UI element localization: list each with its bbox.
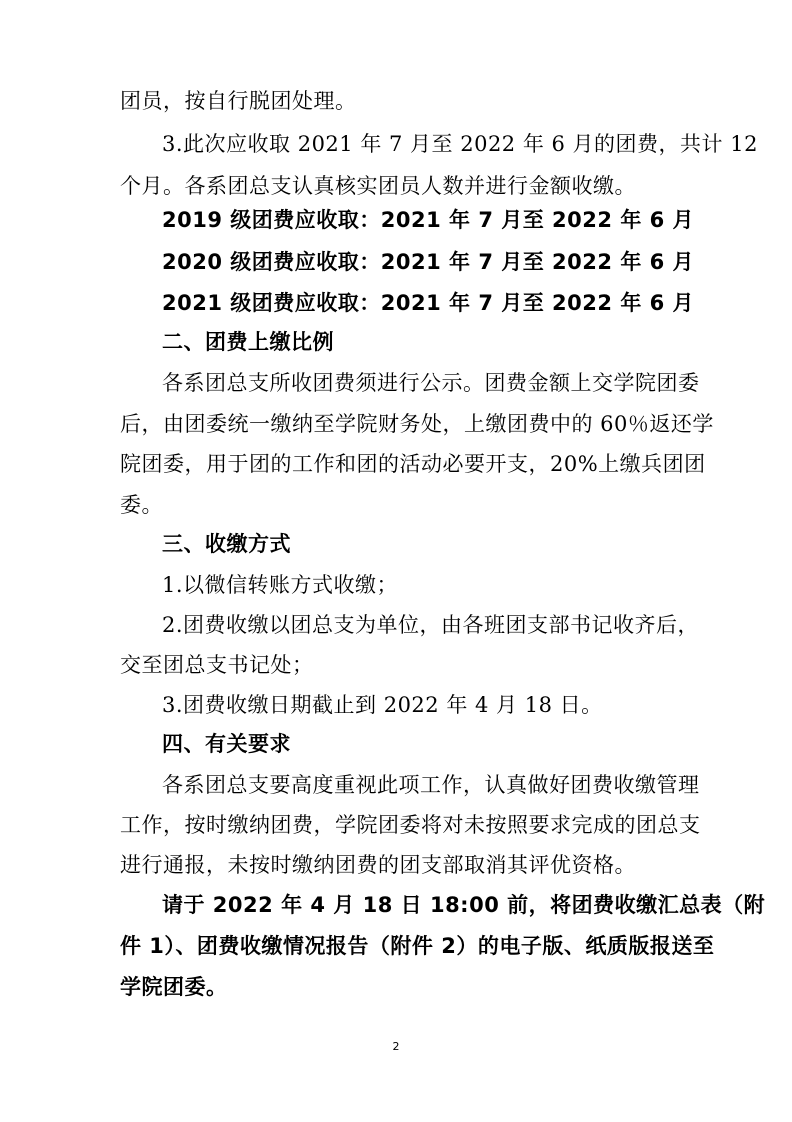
paragraph-line: 交至团总支书记处； (120, 653, 314, 677)
submission-notice-line: 件 1）、团费收缴情况报告（附件 2）的电子版、纸质版报送至 (120, 934, 715, 958)
paragraph-line: 2.团费收缴以团总支为单位，由各班团支部书记收齐后， (162, 613, 700, 637)
paragraph-line: 各系团总支所收团费须进行公示。团费金额上交学院团委 (162, 371, 700, 395)
fee-period-2019: 2019 级团费应收取：2021 年 7 月至 2022 年 6 月 (162, 208, 695, 232)
paragraph-line: 个月。各系团总支认真核实团员人数并进行金额收缴。 (120, 174, 636, 198)
paragraph-line: 工作，按时缴纳团费，学院团委将对未按照要求完成的团总支 (120, 813, 701, 837)
section-heading-3: 三、收缴方式 (162, 532, 291, 556)
paragraph-line: 1.以微信转账方式收缴； (162, 573, 399, 597)
paragraph-line: 3.团费收缴日期截止到 2022 年 4 月 18 日。 (162, 693, 603, 717)
paragraph-line: 3.此次应收取 2021 年 7 月至 2022 年 6 月的团费，共计 12 (162, 132, 758, 156)
fee-period-2021: 2021 级团费应收取：2021 年 7 月至 2022 年 6 月 (162, 291, 695, 315)
paragraph-line: 团员，按自行脱团处理。 (120, 89, 357, 113)
page-number: 2 (392, 1040, 400, 1053)
submission-notice-line: 学院团委。 (120, 975, 228, 999)
paragraph-line: 进行通报，未按时缴纳团费的团支部取消其评优资格。 (120, 853, 636, 877)
section-heading-2: 二、团费上缴比例 (162, 330, 334, 354)
section-heading-4: 四、有关要求 (162, 732, 291, 756)
paragraph-line: 院团委，用于团的工作和团的活动必要开支，20%上缴兵团团 (120, 452, 706, 476)
submission-notice-line: 请于 2022 年 4 月 18 日 18:00 前，将团费收缴汇总表（附 (162, 893, 766, 917)
paragraph-line: 各系团总支要高度重视此项工作，认真做好团费收缴管理 (162, 773, 700, 797)
paragraph-line: 委。 (120, 493, 163, 517)
fee-period-2020: 2020 级团费应收取：2021 年 7 月至 2022 年 6 月 (162, 250, 695, 274)
paragraph-line: 后，由团委统一缴纳至学院财务处，上缴团费中的 60％返还学 (120, 412, 714, 436)
